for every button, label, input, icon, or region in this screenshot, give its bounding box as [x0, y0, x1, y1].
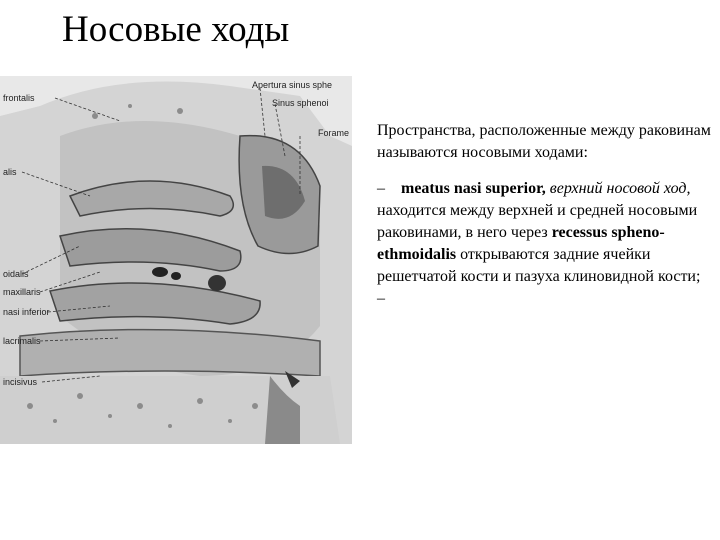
label-frontalis: frontalis [3, 93, 35, 103]
dash-bullet: – [377, 180, 385, 197]
intro-paragraph: Пространства, расположенные между раковинам называются носовыми ходами: [377, 122, 711, 161]
label-incisivus: incisivus [3, 377, 38, 387]
label-alis: alis [3, 167, 17, 177]
term-recessus: recessus spheno-ethmoidalis [377, 224, 665, 263]
nasal-cavity-drawing [0, 76, 352, 444]
slide-title: Носовые ходы [62, 9, 290, 50]
body-text [377, 120, 712, 324]
label-apertura: Apertura sinus sphe [252, 80, 333, 90]
label-oidalis: oidalis [3, 269, 29, 279]
description-part-2: открываются задние ячейки решетчатой кости и пазуха клиновидной кости; [377, 246, 701, 285]
description-part-1: находится между верхней и средней носовыми раковинами, в него через [377, 202, 698, 241]
description-paragraph [377, 178, 712, 310]
label-nasi-inferior: nasi inferior [3, 307, 50, 317]
term-meatus-nasi-superior: meatus nasi superior, [401, 180, 546, 197]
term-upper-passage-ru: верхний носовой ход, [549, 180, 691, 197]
label-sinus-sphenoid: Sinus sphenoi [272, 98, 329, 108]
trailing-dash: – [377, 290, 385, 307]
label-lacrimalis: lacrimalis [3, 336, 41, 346]
label-foramen: Forame [318, 128, 350, 138]
label-maxillaris: maxillaris [3, 287, 41, 297]
anatomy-illustration [0, 76, 352, 444]
